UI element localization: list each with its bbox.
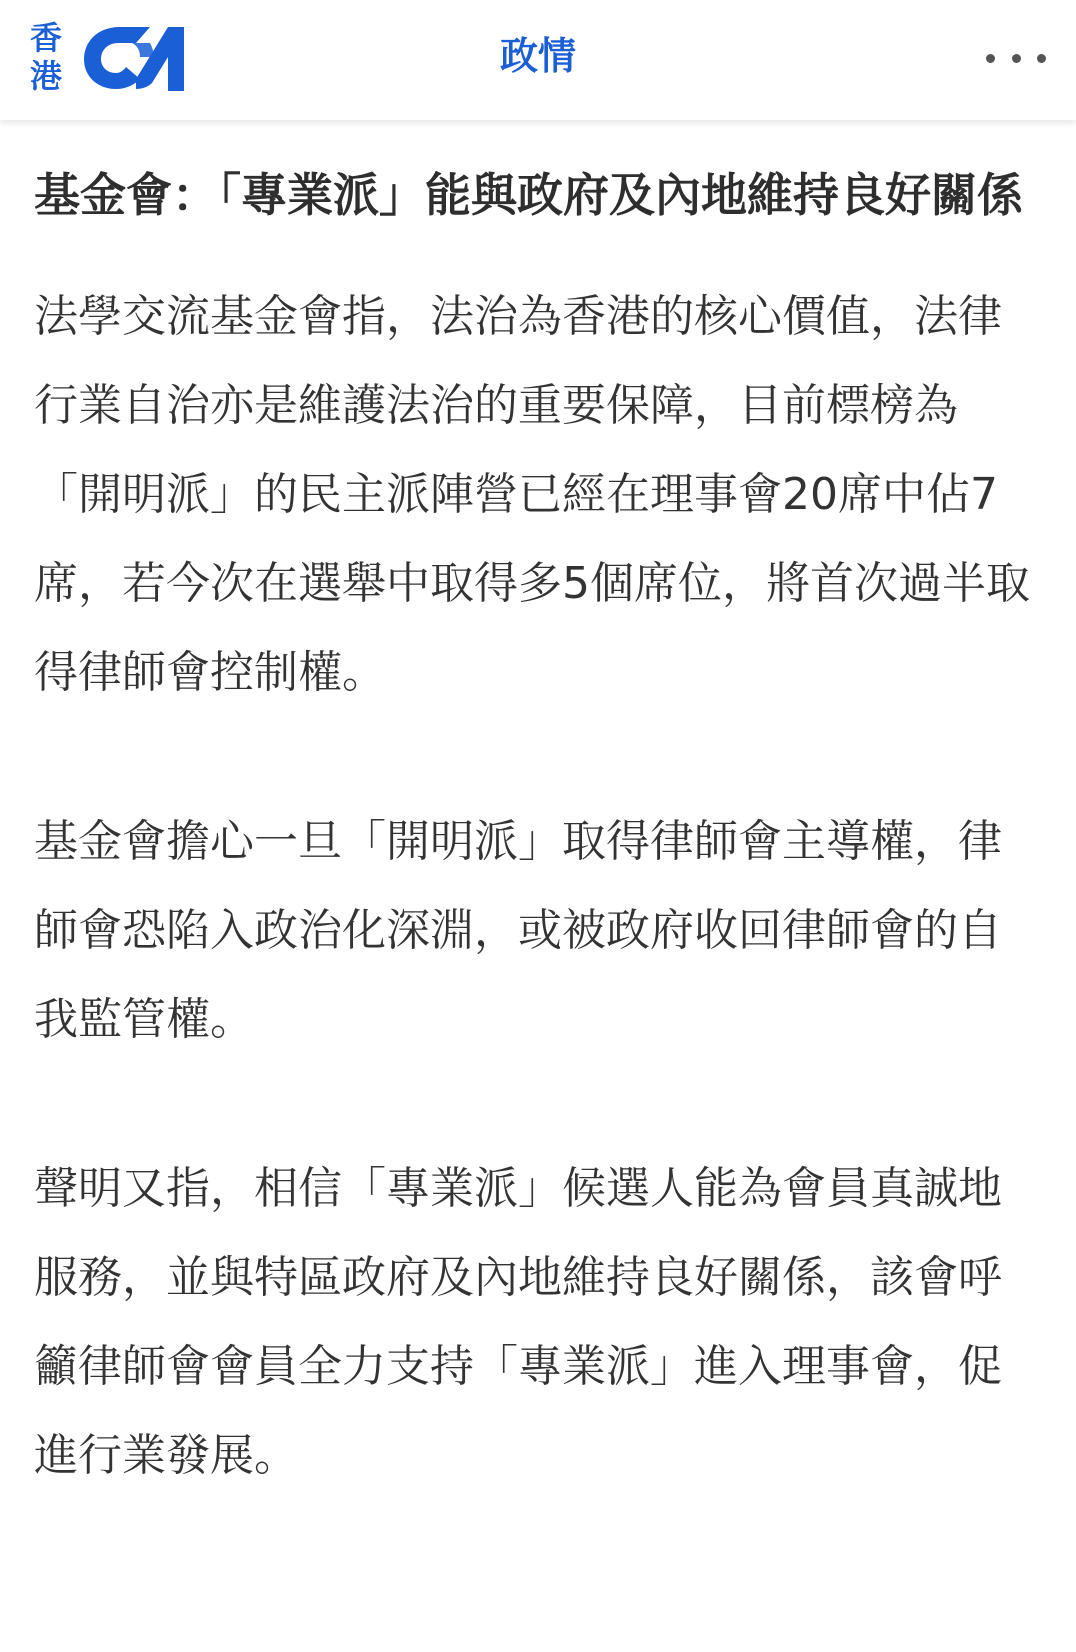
hk01-logo[interactable] — [30, 14, 200, 100]
logo-char-1: 香 — [30, 19, 63, 57]
more-horizontal-icon — [986, 54, 995, 63]
article-paragraph-2: 基金會擔心一旦「開明派」取得律師會主導權，律師會恐陷入政治化深淵，或被政府收回律師會的自我監管權。 — [34, 816, 1002, 1045]
article-paragraph-1: 法學交流基金會指，法治為香港的核心價值，法律行業自治亦是維護法治的重要保障，目前標榜為「開明派」的民主派陣營已經在理事會20席中佔7席，若今次在選舉中取得多5個席位，將首次過半取得律師會控制權。 — [34, 291, 1030, 698]
more-options-button[interactable] — [986, 36, 1046, 80]
article-body — [34, 150, 1044, 1500]
more-horizontal-icon-dot-3 — [1037, 54, 1046, 63]
logo-wordmark — [30, 19, 70, 95]
top-navigation-bar — [0, 0, 1076, 120]
section-title[interactable]: 政情 — [499, 34, 576, 78]
article-paragraph-3: 聲明又指，相信「專業派」候選人能為會員真誠地服務，並與特區政府及內地維持良好關係，該會呼籲律師會會員全力支持「專業派」進入理事會，促進行業發展。 — [34, 1163, 1002, 1481]
article-headline: 基金會：「專業派」能與政府及內地維持良好關係 — [34, 168, 1023, 222]
more-horizontal-icon-dot-2 — [1012, 54, 1021, 63]
logo-01-mark — [76, 17, 192, 97]
logo-char-2: 港 — [30, 57, 63, 95]
